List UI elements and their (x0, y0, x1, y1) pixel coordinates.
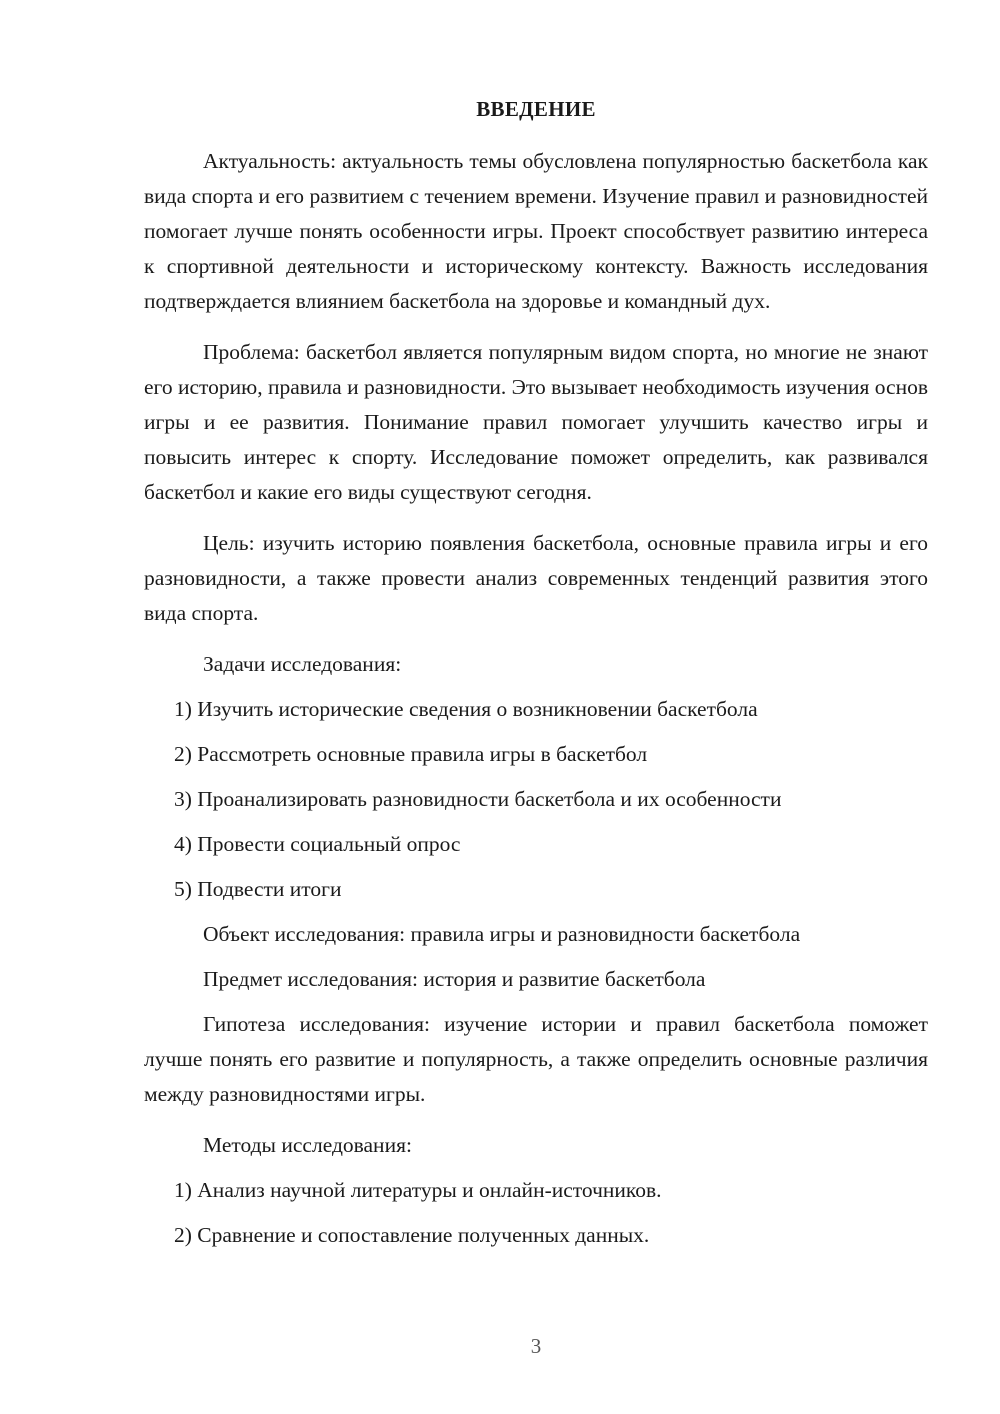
research-object: Объект исследования: правила игры и разновидности баскетбола (203, 922, 801, 946)
list-item: 1) Изучить исторические сведения о возникновении баскетбола (174, 697, 758, 721)
list-item: 4) Провести социальный опрос (174, 832, 461, 856)
list-item: 1) Анализ научной литературы и онлайн-источников. (174, 1178, 662, 1202)
research-subject: Предмет исследования: история и развитие баскетбола (203, 967, 706, 991)
methods-list (144, 1173, 928, 1253)
page-title: ВВЕДЕНИЕ (476, 97, 596, 121)
list-item: 2) Рассмотреть основные правила игры в баскетбол (174, 742, 648, 766)
tasks-list (144, 692, 928, 907)
problem-paragraph: Проблема: баскетбол является популярным видом спорта, но многие не знают его историю, правила и разновидности. Это вызывает необходимость изучения основ игры и ее развития. Понимание правил помогает улучшить качество игры и повысить интерес к спорту. Исследование поможет определить, как развивался баскетбол и какие его виды существуют сегодня. (144, 340, 928, 504)
list-item: 2) Сравнение и сопоставление полученных данных. (174, 1223, 650, 1247)
list-item: 3) Проанализировать разновидности баскетбола и их особенности (174, 787, 782, 811)
page-number: 3 (530, 1334, 542, 1358)
tasks-heading: Задачи исследования: (203, 652, 402, 676)
relevance-paragraph: Актуальность: актуальность темы обусловлена популярностью баскетбола как вида спорта и его развитием с течением времени. Изучение правил и разновидностей помогает лучше понять особенности игры. Проект способствует развитию интереса к спортивной деятельности и историческому контексту. Важность исследования подтверждается влиянием баскетбола на здоровье и командный дух. (144, 149, 928, 313)
list-item: 5) Подвести итоги (174, 877, 342, 901)
hypothesis-paragraph: Гипотеза исследования: изучение истории и правил баскетбола поможет лучше понять его развитие и популярность, а также определить основные различия между разновидностями игры. (144, 1012, 928, 1106)
page-content (144, 92, 928, 1263)
goal-paragraph: Цель: изучить историю появления баскетбола, основные правила игры и его разновидности, а также провести анализ современных тенденций развития этого вида спорта. (144, 531, 928, 625)
methods-heading: Методы исследования: (203, 1133, 412, 1157)
